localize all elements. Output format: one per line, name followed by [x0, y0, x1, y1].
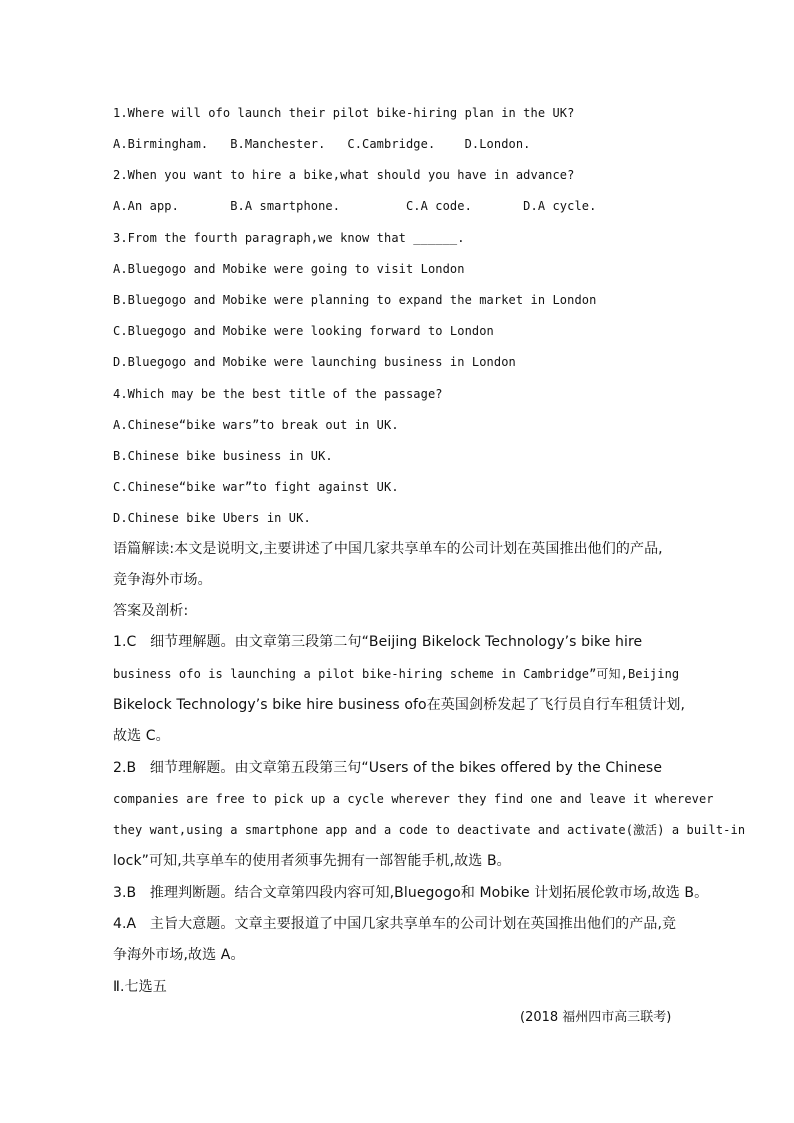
section-title: Ⅱ.七选五: [113, 979, 167, 995]
answer-3: 3.B 推理判断题。结合文章第四段内容可知,Bluegogo和 Mobike 计划拓展伦敦市场,故选 B。: [113, 885, 709, 901]
question-3-option-c: C.Bluegogo and Mobike were looking forward to London: [113, 324, 494, 338]
answer-4-line-2: 争海外市场,故选 A。: [113, 947, 245, 963]
question-3-option-d: D.Bluegogo and Mobike were launching business in London: [113, 355, 516, 369]
section-source: (2018 福州四市高三联考): [520, 1010, 672, 1025]
answer-1-line-2: business ofo is launching a pilot bike-hiring scheme in Cambridge”可知,Beijing: [113, 667, 680, 681]
question-2: 2.When you want to hire a bike,what should you have in advance?: [113, 168, 575, 182]
question-3-option-a: A.Bluegogo and Mobike were going to visit London: [113, 262, 465, 276]
question-4-option-c: C.Chinese“bike war”to fight against UK.: [113, 480, 399, 494]
answer-2-line-4: lock”可知,共享单车的使用者须事先拥有一部智能手机,故选 B。: [113, 853, 511, 869]
answer-4-line-1: 4.A 主旨大意题。文章主要报道了中国几家共享单车的公司计划在英国推出他们的产品,竞: [113, 916, 677, 932]
question-3-option-b: B.Bluegogo and Mobike were planning to expand the market in London: [113, 293, 597, 307]
question-4-option-d: D.Chinese bike Ubers in UK.: [113, 511, 311, 525]
answer-2-line-2: companies are free to pick up a cycle wherever they find one and leave it wherever: [113, 792, 714, 806]
passage-summary-line-2: 竞争海外市场。: [113, 572, 212, 588]
question-4-option-a: A.Chinese“bike wars”to break out in UK.: [113, 418, 399, 432]
question-1-options: A.Birmingham. B.Manchester. C.Cambridge. D.London.: [113, 137, 531, 151]
answer-1-line-4: 故选 C。: [113, 728, 170, 744]
question-3: 3.From the fourth paragraph,we know that ______.: [113, 231, 465, 245]
answer-2-line-3: they want,using a smartphone app and a code to deactivate and activate(激活) a built-in: [113, 823, 746, 837]
answer-heading: 答案及剖析:: [113, 603, 189, 619]
question-2-options: A.An app. B.A smartphone. C.A code. D.A cycle.: [113, 199, 597, 213]
answer-2-line-1: 2.B 细节理解题。由文章第五段第三句“Users of the bikes offered by the Chinese: [113, 760, 663, 776]
answer-1-line-1: 1.C 细节理解题。由文章第三段第二句“Beijing Bikelock Technology’s bike hire: [113, 634, 643, 650]
passage-summary-line-1: 语篇解读:本文是说明文,主要讲述了中国几家共享单车的公司计划在英国推出他们的产品,: [113, 541, 663, 557]
question-1: 1.Where will ofo launch their pilot bike-hiring plan in the UK?: [113, 106, 575, 120]
answer-1-line-3: Bikelock Technology’s bike hire business ofo在英国剑桥发起了飞行员自行车租赁计划,: [113, 697, 686, 713]
question-4-option-b: B.Chinese bike business in UK.: [113, 449, 333, 463]
question-4: 4.Which may be the best title of the passage?: [113, 387, 443, 401]
